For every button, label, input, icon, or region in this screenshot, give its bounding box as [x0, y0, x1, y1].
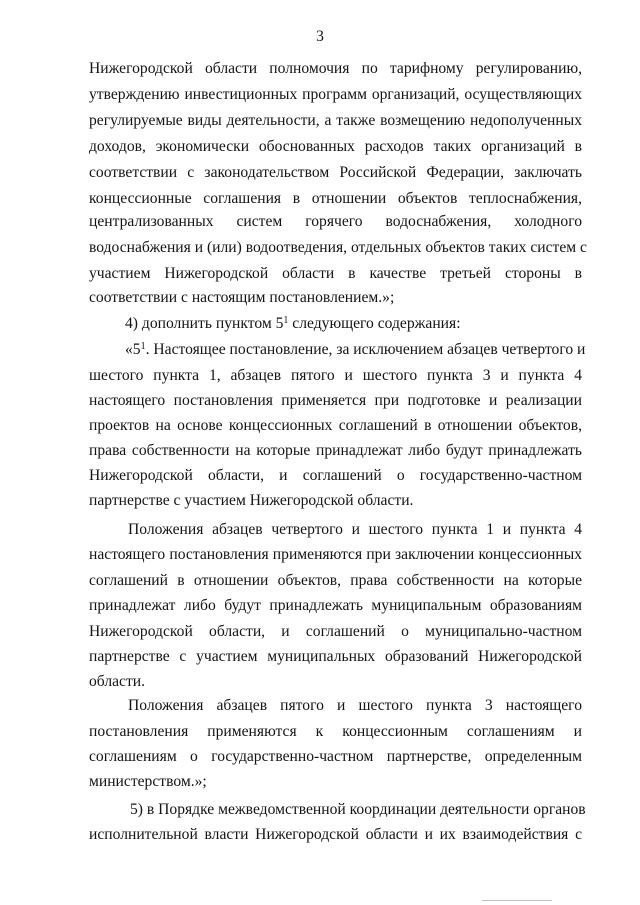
text-line: постановления применяются к концессионным соглашениям и [89, 723, 582, 740]
text-line: централизованных систем горячего водоснабжения, холодного [89, 213, 582, 230]
text-line: соглашениям о государственно-частном партнерстве, определенным [89, 748, 582, 765]
text-line: права собственности на которые принадлежат либо будут принадлежать [89, 442, 582, 459]
scan-artifact [482, 900, 552, 901]
text-line: доходов, экономически обоснованных расходов таких организаций в [89, 138, 582, 155]
text-line: принадлежат либо будут принадлежать муниципальным образованиям [89, 597, 582, 614]
text-line: Положения абзацев пятого и шестого пункта 3 настоящего [128, 697, 582, 714]
page-number: 3 [316, 28, 324, 45]
text-line: Нижегородской области полномочия по тарифному регулированию, [89, 60, 582, 77]
text-line: настоящего постановления применяется при подготовке и реализации [89, 392, 582, 409]
text-line: концессионные соглашения в отношении объектов теплоснабжения, [89, 190, 582, 207]
text-line-sup: 4) дополнить пунктом $5^1$ следующего содержания: [125, 315, 461, 332]
text-line: исполнительной власти Нижегородской области и их взаимодействия с [89, 826, 582, 843]
text-line: соответствии с настоящим постановлением.»; [89, 289, 395, 306]
text-line: участием Нижегородской области в качестве третьей стороны в [89, 265, 582, 282]
text-line: партнерстве с участием муниципальных образований Нижегородской [89, 648, 582, 665]
text-line: водоснабжения и (или) водоотведения, отдельных объектов таких систем с [89, 239, 587, 256]
text-line: соответствии с законодательством Российской Федерации, заключать [89, 164, 582, 181]
text-line: утверждению инвестиционных программ организаций, осуществляющих [89, 86, 582, 103]
text-line-sup: «$5^1$. Настоящее постановление, за исключением абзацев четвертого и [125, 341, 586, 358]
text-line: Положения абзацев четвертого и шестого пункта 1 и пункта 4 [128, 521, 582, 538]
text-line: соглашений в отношении объектов, права собственности на которые [89, 572, 582, 589]
text-line: проектов на основе концессионных соглашений в отношении объектов, [89, 417, 582, 434]
text-line: Нижегородской области, и соглашений о муниципально-частном [89, 623, 582, 640]
text-line: Нижегородской области, и соглашений о государственно-частном [89, 467, 582, 484]
text-line: партнерстве с участием Нижегородской области. [89, 492, 414, 509]
text-line: министерством.»; [89, 773, 207, 790]
text-line: настоящего постановления применяются при заключении концессионных [89, 546, 582, 563]
text-line: регулируемые виды деятельности, а также возмещению недополученных [89, 112, 582, 129]
text-line: шестого пункта 1, абзацев пятого и шестого пункта 3 и пункта 4 [89, 367, 582, 384]
text-line: 5) в Порядке межведомственной координации деятельности органов [130, 801, 586, 818]
text-line: области. [89, 673, 146, 690]
